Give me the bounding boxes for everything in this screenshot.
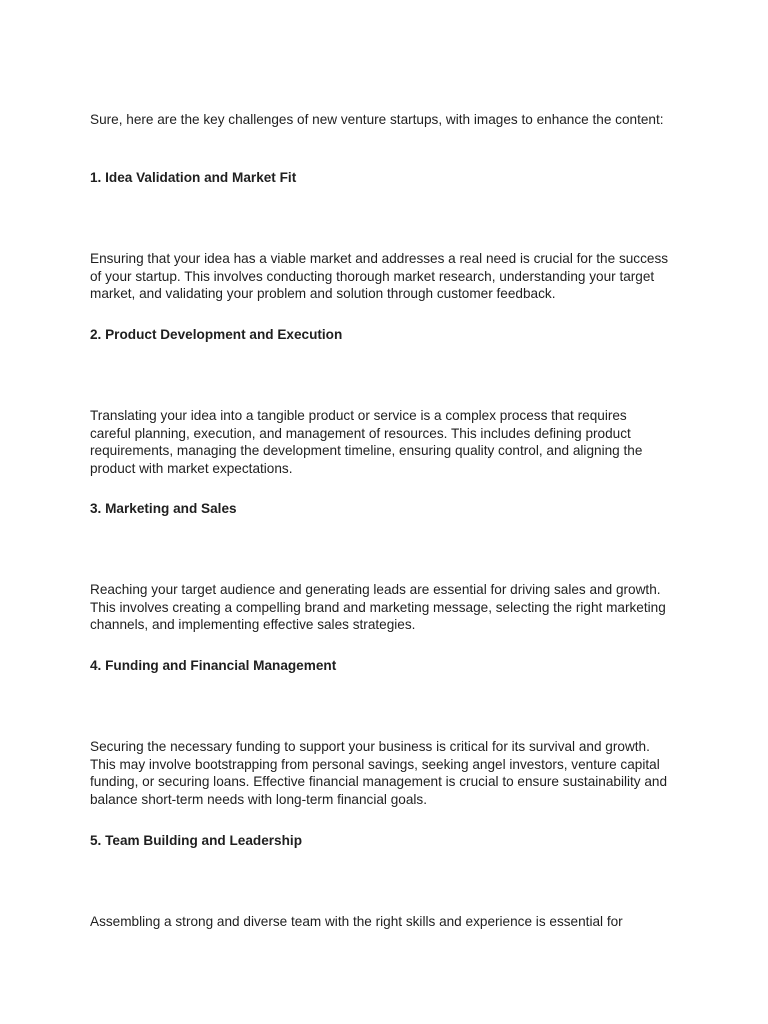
section-2-body: Translating your idea into a tangible product or service is a complex process that requires careful planning, execution, and management of resources. This includes defining product requirements, managing the development timeline, ensuring quality control, and aligning the product with market expectations. <box>90 408 643 476</box>
intro-paragraph: Sure, here are the key challenges of new venture startups, with images to enhance the content: <box>90 112 664 127</box>
section-5-body: Assembling a strong and diverse team with the right skills and experience is essential for <box>90 914 623 929</box>
section-3-heading: 3. Marketing and Sales <box>90 501 237 516</box>
section-5-heading: 5. Team Building and Leadership <box>90 833 302 848</box>
section-3-body: Reaching your target audience and generating leads are essential for driving sales and growth. This involves creating a compelling brand and marketing message, selecting the right marketing channels, and implementing effective sales strategies. <box>90 582 666 633</box>
section-2-heading: 2. Product Development and Execution <box>90 327 343 342</box>
section-1-heading: 1. Idea Validation and Market Fit <box>90 170 297 185</box>
section-4-body: Securing the necessary funding to support your business is critical for its survival and growth. This may involve bootstrapping from personal savings, seeking angel investors, venture capital funding, or securing loans. Effective financial management is crucial to ensure sustainability and balance short-term needs with long-term financial goals. <box>90 739 668 807</box>
section-1-body: Ensuring that your idea has a viable market and addresses a real need is crucial for the success of your startup. This involves conducting thorough market research, understanding your target market, and validating your problem and solution through customer feedback. <box>90 251 669 302</box>
section-4-heading: 4. Funding and Financial Management <box>90 658 337 673</box>
